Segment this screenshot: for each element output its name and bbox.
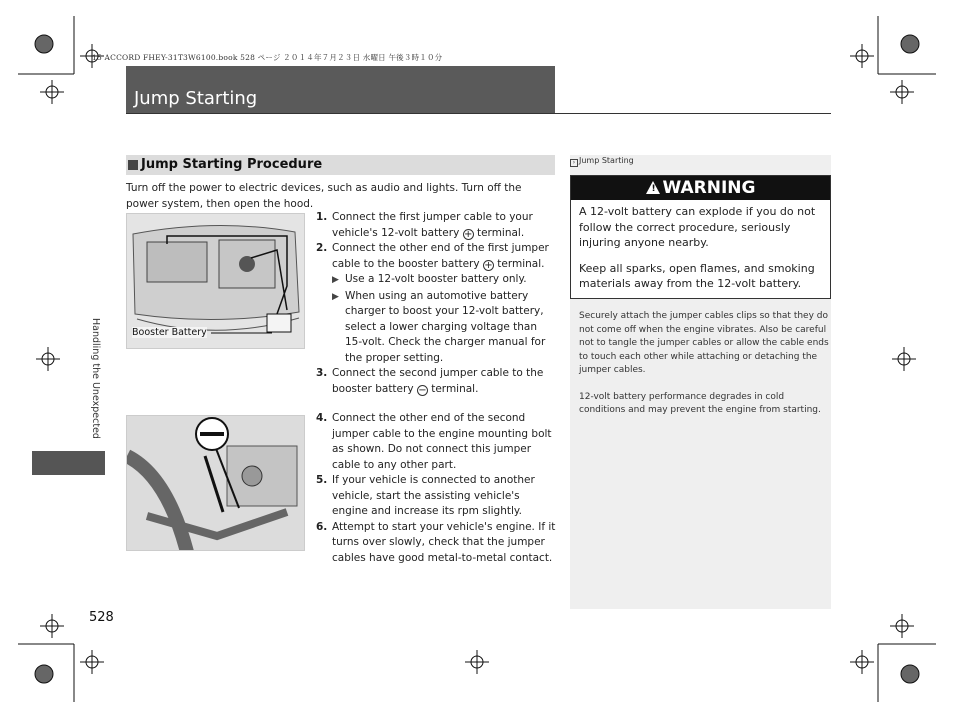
step-item <box>316 520 556 567</box>
section-heading <box>126 155 555 175</box>
step-item <box>316 366 556 397</box>
print-header: 15 ACCORD FHEY-31T3W6100.book 528 ページ ２０１４年７月２３日 水曜日 午後３時１０分 <box>92 53 443 62</box>
side-note: 12-volt battery performance degrades in cold conditions and may prevent the engine from starting. <box>579 391 821 415</box>
step-text: Attempt to start your vehicle's engine. If it turns over slowly, check that the jumper cables have good metal-to-metal contact. <box>332 520 556 564</box>
mounting-bolt-figure <box>126 415 305 551</box>
step-text-before: Connect the second jumper cable to the booster battery <box>332 367 544 395</box>
side-note: Securely attach the jumper cables clips so that they do not come off when the engine vibrates. Also be careful not to tangle the jumper cables or allow the cable ends to touch each other while attaching or detaching the jumper cables. <box>579 311 829 375</box>
plus-terminal-icon: + <box>484 259 493 271</box>
step-number: 6. <box>316 520 328 533</box>
step-text-after: terminal. <box>493 257 545 270</box>
cross-reference <box>570 156 634 167</box>
warning-triangle-icon: ! <box>646 181 660 194</box>
mounting-bolt-illustration <box>127 416 305 551</box>
section-square-icon <box>128 160 138 170</box>
chapter-tab <box>32 451 105 475</box>
step-number: 1. <box>316 211 328 223</box>
step-item <box>316 473 556 520</box>
steps-group-2 <box>316 411 556 566</box>
section-title: Jump Starting Procedure <box>141 157 323 172</box>
step-item <box>316 241 556 272</box>
warning-body <box>571 200 830 296</box>
warning-title: WARNING <box>662 178 756 198</box>
step-item <box>316 411 556 473</box>
side-notes <box>579 310 829 418</box>
warning-paragraph: A 12-volt battery can explode if you do not follow the correct procedure, seriously injuring anyone nearby. <box>579 205 816 249</box>
step-text: Connect the other end of the second jumper cable to the engine mounting bolt as shown. Do not connect this jumper cable to any other part. <box>332 412 552 471</box>
warning-box <box>570 175 831 299</box>
arrow-right-icon: ▶ <box>332 291 339 302</box>
warning-paragraph: Keep all sparks, open flames, and smoking materials away from the 12-volt battery. <box>579 261 815 290</box>
page-number: 528 <box>89 610 114 625</box>
step-text-before: Connect the first jumper cable to your vehicle's 12-volt battery <box>332 211 533 239</box>
substep-item <box>316 272 556 289</box>
step-text <box>332 241 556 272</box>
chapter-tab-label: Handling the Unexpected <box>90 318 101 439</box>
substep-text: When using an automotive battery charger to boost your 12-volt battery, select a lower charging voltage than 15-volt. Check the charger manual for the proper setting. <box>345 289 546 364</box>
step-text-before: Connect the other end of the first jumper cable to the booster battery <box>332 242 549 270</box>
reference-icon: › <box>570 159 578 167</box>
step-text-after: terminal. <box>427 382 479 395</box>
side-notes-panel <box>570 155 831 609</box>
title-bar <box>126 66 555 114</box>
step-item <box>316 210 556 241</box>
cross-reference-text: Jump Starting <box>579 156 634 165</box>
plus-terminal-icon: + <box>463 228 473 240</box>
step-number: 3. <box>316 367 328 379</box>
minus-terminal-icon: − <box>418 384 427 396</box>
intro-text: Turn off the power to electric devices, such as audio and lights. Turn off the power system, then open the hood. <box>126 182 522 210</box>
step-text-after: terminal. <box>473 226 525 239</box>
step-number: 5. <box>316 474 328 486</box>
step-text: If your vehicle is connected to another vehicle, start the assisting vehicle's engine and increase its rpm slightly. <box>332 474 535 517</box>
substep-item <box>316 289 556 367</box>
step-text <box>332 366 556 397</box>
arrow-right-icon: ▶ <box>332 275 339 285</box>
booster-battery-label: Booster Battery <box>132 327 207 338</box>
title-rule <box>126 113 831 114</box>
step-number: 2. <box>316 242 328 254</box>
step-text <box>332 210 556 241</box>
steps-group-1 <box>316 210 556 397</box>
page-title: Jump Starting <box>134 88 258 109</box>
engine-bay-figure <box>126 213 305 349</box>
substep-text: Use a 12-volt booster battery only. <box>345 273 527 285</box>
warning-header <box>571 176 830 200</box>
step-number: 4. <box>316 412 328 424</box>
